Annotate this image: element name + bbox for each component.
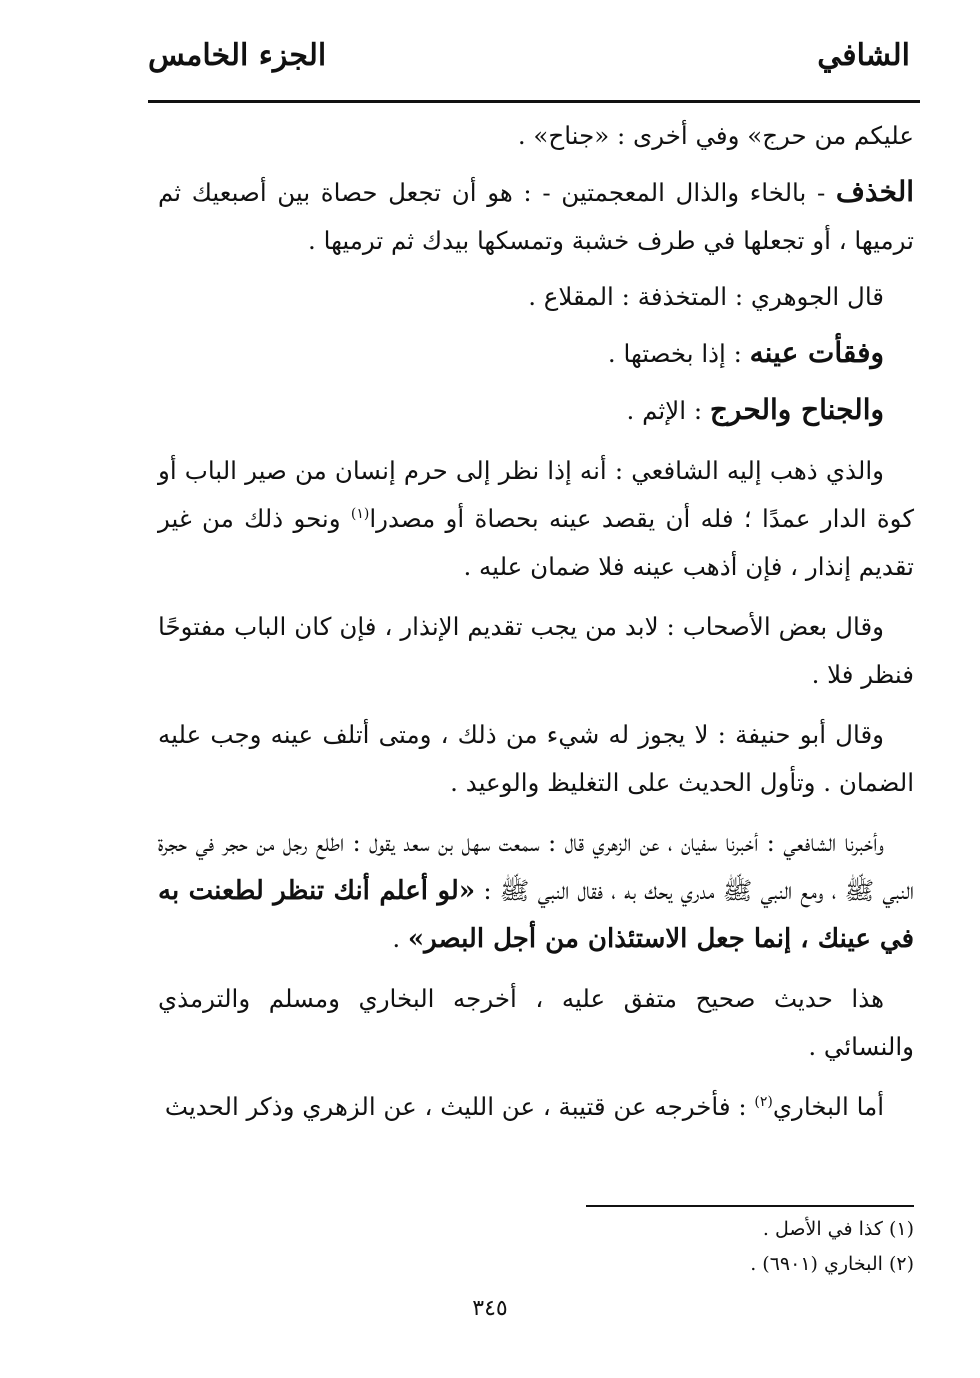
term-faqaat: وفقأت عينه — [749, 336, 884, 369]
main-text — [158, 112, 914, 1143]
paragraph-5: والجناح والحرج : الإثم . — [626, 393, 884, 426]
footnote-ref-1[interactable]: (١) — [350, 505, 370, 522]
footnote-ref-2[interactable]: (٢) — [754, 1093, 773, 1110]
footnote-2: (٢) البخاري (٦٩٠١) . — [750, 1253, 914, 1275]
term-khadhf: الخذف — [835, 175, 914, 208]
paragraph-3: قال الجوهري : المتخذفة : المقلاع . — [528, 282, 884, 311]
term-junah: والجناح والحرج — [709, 393, 884, 426]
paragraph-6: والذي ذهب إليه الشافعي : أنه إذا نظر إلى حرم إنسان من صير الباب أو كوة الدار عمدًا ؛ فله أن يقصد عينه بحصاة أو مصدرا$^{(١)}$ ونحو ذلك من غير تقديم إنذار ، فإن أذهب عينه فلا ضمان عليه . — [158, 456, 914, 581]
volume-label: الجزء الخامس — [148, 38, 327, 73]
book-title: الشافي — [817, 38, 910, 73]
page-number: ٣٤٥ — [472, 1296, 508, 1321]
footnote-1: (١) كذا في الأصل . — [762, 1218, 914, 1240]
paragraph-11: أما البخاري$^{(٢)}$ : فأخرجه عن قتيبة ، عن الليث ، عن الزهري وذكر الحديث — [164, 1092, 884, 1121]
hadith-quote: «لو أعلم أنك تنظر لطعنت به في عينك ، إنما جعل الاستئذان من أجل البصر» — [158, 876, 914, 954]
paragraph-7: وقال بعض الأصحاب : لابد من يجب تقديم الإنذار ، فإن كان الباب مفتوحًا فنظر فلا . — [158, 612, 914, 689]
paragraph-8: وقال أبو حنيفة : لا يجوز له شيء من ذلك ، ومتى أتلف عينه وجب عليه الضمان . وتأول الحديث على التغليظ والوعيد . — [158, 720, 914, 797]
footnote-rule — [586, 1205, 914, 1207]
paragraph-10: هذا حديث صحيح متفق عليه ، أخرجه البخاري ومسلم والترمذي والنسائي . — [158, 984, 914, 1061]
footnotes — [158, 1212, 914, 1282]
paragraph-2: الخذف - بالخاء والذال المعجمتين - : هو أن تجعل حصاة بين أصبعيك ثم ترميها ، أو تجعلها في طرف خشبة وتمسكها بيدك ثم ترميها . — [158, 175, 914, 255]
paragraph-9: وأخبرنا الشافعي : أخبرنا سفيان ، عن الزهري قال : سمعت سهل بن سعد يقول : اطلع رجل من حجر في حجرة النبي ﷺ ، ومع النبي ﷺ مدري يحك به ، فقال النبي ﷺ : «لو أعلم أنك تنظر لطعنت به في عينك ، إنما جعل الاستئذان من أجل البصر» . — [158, 828, 914, 954]
paragraph-4: وفقأت عينه : إذا بخصتها . — [607, 336, 884, 369]
paragraph-1: عليكم من حرج» وفي أخرى : «جناح» . — [517, 121, 914, 150]
running-header — [148, 38, 910, 98]
header-rule — [148, 100, 920, 103]
